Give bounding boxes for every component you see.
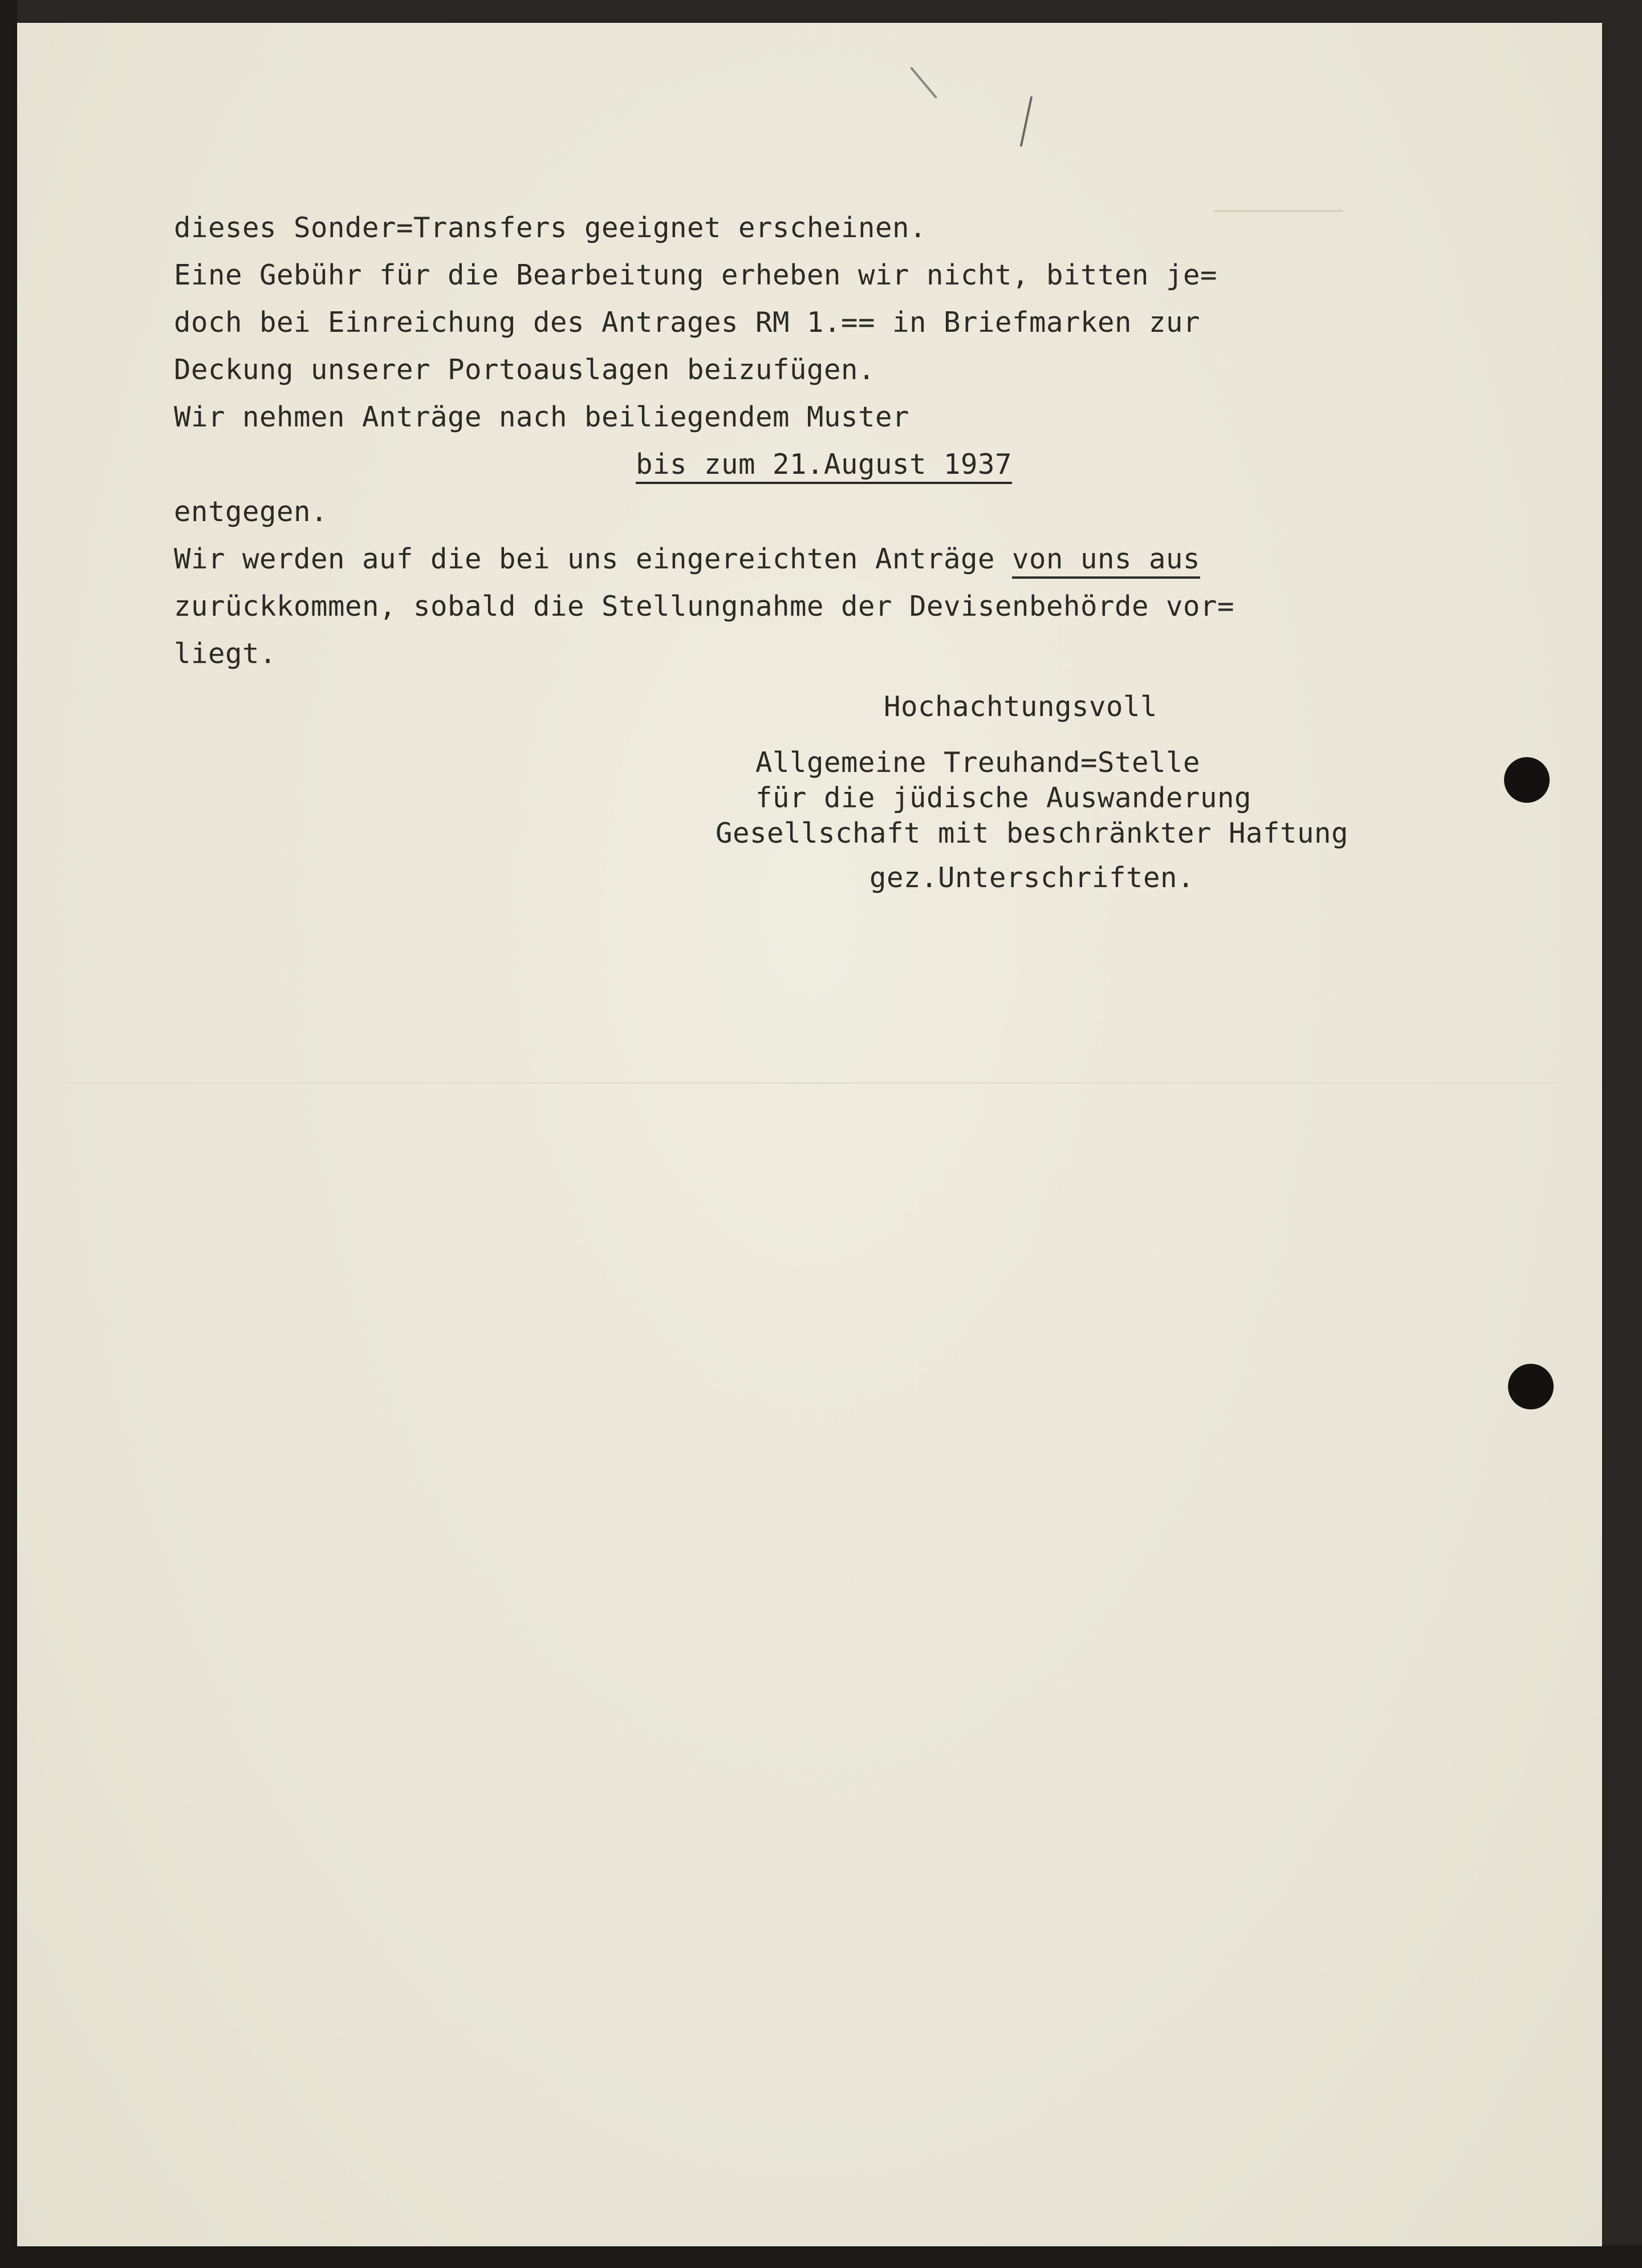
body-line-5: Wir nehmen Anträge nach beiliegendem Muster	[174, 401, 910, 433]
signature-signed: gez.Unterschriften.	[869, 861, 1195, 894]
closing-line-3: liegt.	[174, 637, 277, 670]
pencil-mark-small	[910, 67, 937, 99]
document-page	[17, 23, 1602, 2246]
underlined-phrase: von uns aus	[1012, 543, 1200, 579]
body-line-3: doch bei Einreichung des Antrages RM 1.== in Briefmarken zur	[174, 306, 1201, 339]
deadline-text: bis zum 21.August 1937	[636, 448, 1012, 484]
page-fold	[17, 1082, 1602, 1084]
show-through-mark: ────────	[1214, 196, 1343, 226]
closing-line-1	[174, 542, 1200, 576]
body-line-2: Eine Gebühr für die Bearbeitung erheben wir nicht, bitten je=	[174, 259, 1218, 291]
closing-line-2: zurückkommen, sobald die Stellungnahme der Devisenbehörde vor=	[174, 590, 1235, 623]
body-line-4: Deckung unserer Portoauslagen beizufügen.	[174, 353, 876, 386]
punch-hole-lower	[1508, 1364, 1554, 1409]
signature-org-line-1: Allgemeine Treuhand=Stelle	[755, 746, 1201, 779]
pencil-mark	[1020, 96, 1033, 147]
scan-border-left	[0, 0, 17, 2268]
deadline-line	[636, 448, 1012, 482]
signature-greeting: Hochachtungsvoll	[884, 690, 1158, 723]
signature-org-line-2: für die jüdische Auswanderung	[755, 782, 1252, 814]
closing-line-1-text: Wir werden auf die bei uns eingereichten Anträge	[174, 543, 1013, 575]
body-line-1: dieses Sonder=Transfers geeignet erscheinen.	[174, 212, 927, 244]
after-deadline-line: entgegen.	[174, 495, 328, 528]
scan-border-bottom	[0, 2245, 1642, 2268]
signature-org-line-3: Gesellschaft mit beschränkter Haftung	[716, 817, 1349, 850]
punch-hole-upper	[1504, 757, 1550, 803]
